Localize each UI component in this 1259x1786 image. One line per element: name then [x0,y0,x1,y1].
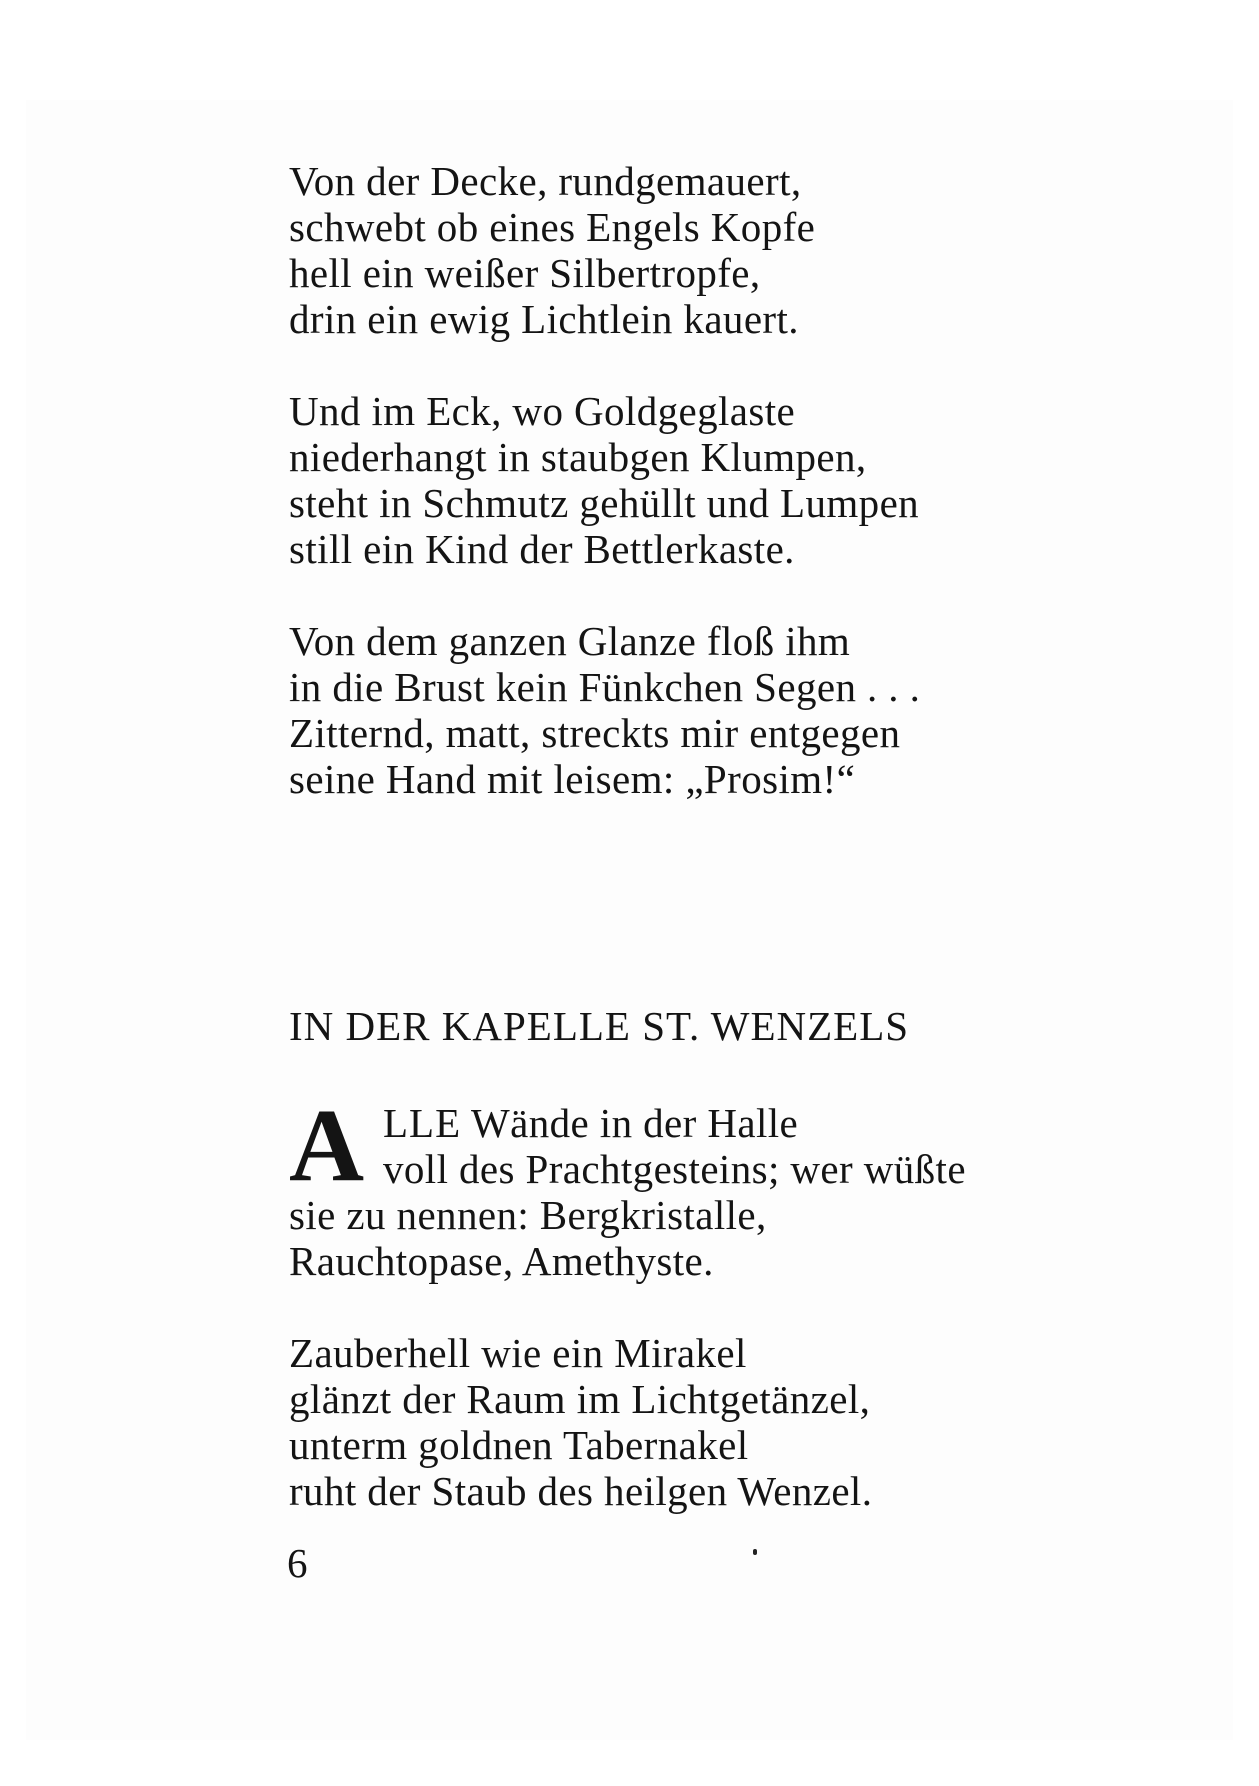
verse-line: seine Hand mit leisem: „Prosim!“ [289,756,856,802]
verse-line: niederhangt in staubgen Klumpen, [289,434,867,480]
stanza [289,158,815,342]
verse-line: glänzt der Raum im Lichtgetänzel, [289,1376,871,1422]
stanza [289,618,920,802]
verse-line: drin ein ewig Lichtlein kauert. [289,296,799,342]
verse-line-tail: Wände in der Halle [461,1100,799,1146]
verse-line: ruht der Staub des heilgen Wenzel. [289,1468,873,1514]
poem-title: IN DER KAPELLE ST. WENZELS [289,1003,910,1049]
verse-line: voll des Prachtgesteins; wer wüßte [383,1146,966,1192]
drop-cap-initial: A [289,1088,365,1203]
verse-line: still ein Kind der Bettlerkaste. [289,526,795,572]
small-caps-word: LLE [383,1100,462,1146]
verse-line: Von dem ganzen Glanze floß ihm [289,618,851,664]
verse-line [289,1100,966,1146]
page-number: 6 [287,1540,308,1586]
verse-line: in die Brust kein Fünkchen Segen . . . [289,664,921,710]
ink-speck [753,1549,757,1555]
verse-line: Und im Eck, wo Goldgeglaste [289,388,796,434]
verse-line: unterm goldnen Tabernakel [289,1422,749,1468]
verse-line: steht in Schmutz gehüllt und Lumpen [289,480,920,526]
stanza [289,388,919,572]
verse-line: Von der Decke, rundgemauert, [289,158,802,204]
verse-line: schwebt ob eines Engels Kopfe [289,204,816,250]
stanza [289,1330,872,1514]
verse-line: Zitternd, matt, streckts mir entgegen [289,710,901,756]
verse-line: sie zu nennen: Bergkristalle, [289,1192,767,1238]
stanza [289,1088,966,1284]
verse-line: hell ein weißer Silbertropfe, [289,250,761,296]
verse-line: Zauberhell wie ein Mirakel [289,1330,747,1376]
verse-line: Rauchtopase, Amethyste. [289,1238,714,1284]
